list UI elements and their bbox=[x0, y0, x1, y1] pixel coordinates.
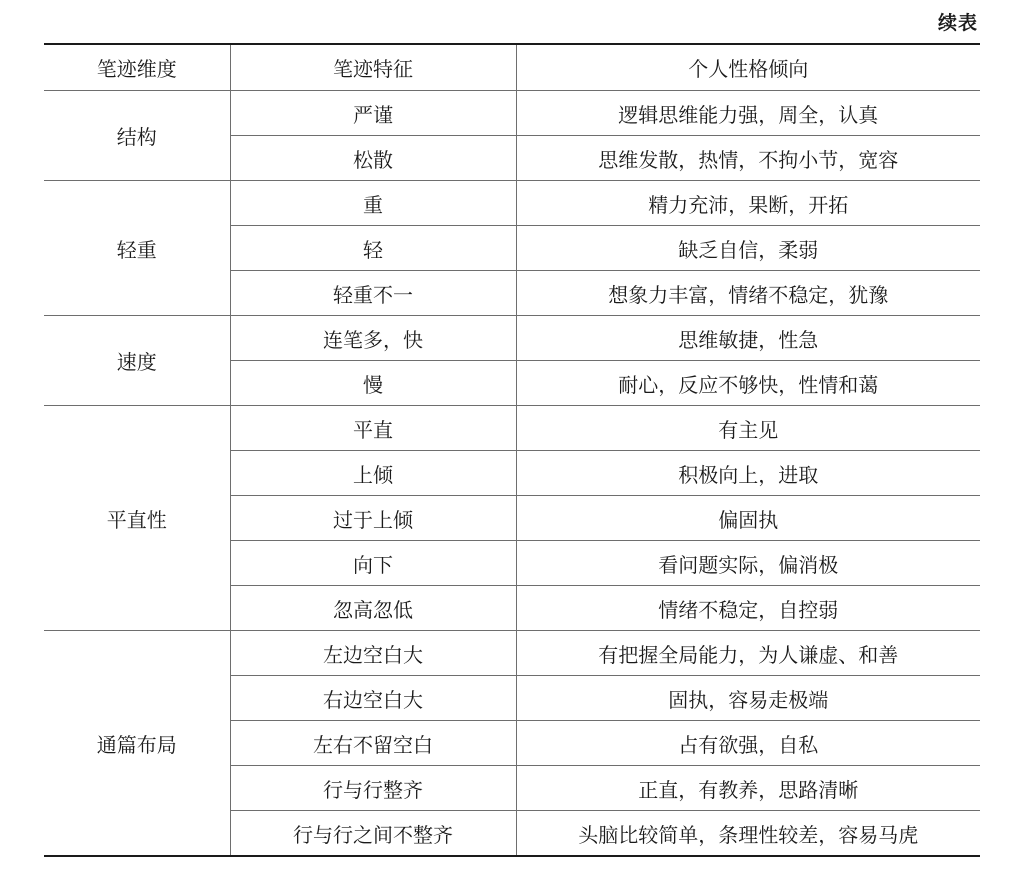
dimension-cell: 轻重 bbox=[44, 181, 230, 316]
feature-cell: 慢 bbox=[230, 361, 516, 406]
tendency-cell: 缺乏自信，柔弱 bbox=[516, 226, 980, 271]
table-header-row bbox=[44, 44, 980, 91]
tendency-cell: 耐心，反应不够快，性情和蔼 bbox=[516, 361, 980, 406]
tendency-cell: 正直，有教养，思路清晰 bbox=[516, 766, 980, 811]
feature-cell: 左右不留空白 bbox=[230, 721, 516, 766]
feature-cell: 松散 bbox=[230, 136, 516, 181]
tendency-cell: 固执，容易走极端 bbox=[516, 676, 980, 721]
feature-cell: 上倾 bbox=[230, 451, 516, 496]
tendency-cell: 占有欲强，自私 bbox=[516, 721, 980, 766]
dimension-cell: 平直性 bbox=[44, 406, 230, 631]
handwriting-table bbox=[44, 43, 980, 857]
tendency-cell: 思维发散，热情，不拘小节，宽容 bbox=[516, 136, 980, 181]
feature-cell: 行与行之间不整齐 bbox=[230, 811, 516, 857]
feature-cell: 平直 bbox=[230, 406, 516, 451]
header-tendency: 个人性格倾向 bbox=[516, 44, 980, 91]
tendency-cell: 积极向上，进取 bbox=[516, 451, 980, 496]
tendency-cell: 思维敏捷，性急 bbox=[516, 316, 980, 361]
table-row bbox=[44, 316, 980, 361]
header-feature: 笔迹特征 bbox=[230, 44, 516, 91]
feature-cell: 严谨 bbox=[230, 91, 516, 136]
feature-cell: 行与行整齐 bbox=[230, 766, 516, 811]
feature-cell: 过于上倾 bbox=[230, 496, 516, 541]
table-row bbox=[44, 91, 980, 136]
tendency-cell: 有把握全局能力，为人谦虚、和善 bbox=[516, 631, 980, 676]
tendency-cell: 逻辑思维能力强，周全，认真 bbox=[516, 91, 980, 136]
table-row bbox=[44, 181, 980, 226]
feature-cell: 向下 bbox=[230, 541, 516, 586]
feature-cell: 连笔多，快 bbox=[230, 316, 516, 361]
dimension-cell: 通篇布局 bbox=[44, 631, 230, 857]
table-row bbox=[44, 631, 980, 676]
feature-cell: 右边空白大 bbox=[230, 676, 516, 721]
tendency-cell: 想象力丰富，情绪不稳定，犹豫 bbox=[516, 271, 980, 316]
dimension-cell: 速度 bbox=[44, 316, 230, 406]
feature-cell: 轻 bbox=[230, 226, 516, 271]
feature-cell: 忽高忽低 bbox=[230, 586, 516, 631]
tendency-cell: 看问题实际，偏消极 bbox=[516, 541, 980, 586]
tendency-cell: 有主见 bbox=[516, 406, 980, 451]
feature-cell: 轻重不一 bbox=[230, 271, 516, 316]
table-row bbox=[44, 406, 980, 451]
dimension-cell: 结构 bbox=[44, 91, 230, 181]
feature-cell: 重 bbox=[230, 181, 516, 226]
table-caption: 续表 bbox=[937, 12, 978, 34]
feature-cell: 左边空白大 bbox=[230, 631, 516, 676]
tendency-cell: 精力充沛，果断，开拓 bbox=[516, 181, 980, 226]
header-dimension: 笔迹维度 bbox=[44, 44, 230, 91]
tendency-cell: 头脑比较简单，条理性较差，容易马虎 bbox=[516, 811, 980, 857]
tendency-cell: 情绪不稳定，自控弱 bbox=[516, 586, 980, 631]
tendency-cell: 偏固执 bbox=[516, 496, 980, 541]
